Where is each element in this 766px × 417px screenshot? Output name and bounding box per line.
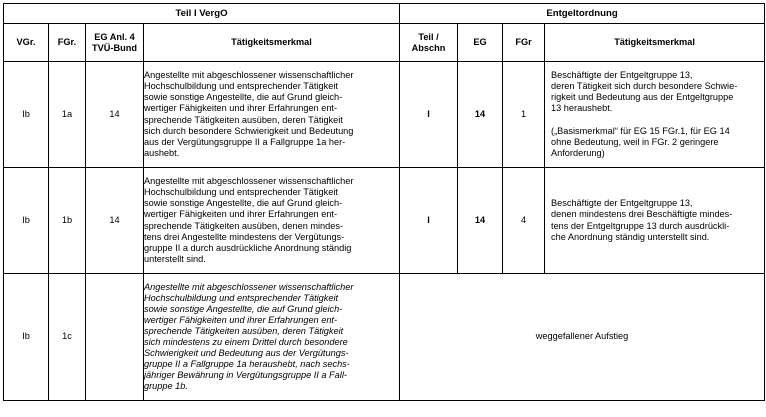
cell-eg-anl: 14 [86,168,144,274]
cell-vgr: Ib [4,274,49,401]
merkmal-left-text: Angestellte mit abgeschlossener wissenschaftlicher Hochschulbildung und entsprechender Tätigkeit sowie sonstige Angestellte, die auf Grund gleich- wertiger Fähigkeiten und ihrer Erfahrungen ent- sprechende Tätigkeiten ausüben, denen mindes- tens drei Angestellte mindestens der Vergütungs- gruppe II a durch ausdrückliche Anordnung ständig unterstellt sind. [144,176,354,264]
group-header-row [4,4,765,24]
col-header-teil-abschn [400,24,458,62]
group-header-vergo: Teil I VergO [4,4,400,24]
cell-fgr: 1a [49,62,86,168]
cell-vgr: Ib [4,62,49,168]
cell-merkmal-left [144,168,400,274]
cell-merkmal-right [545,62,765,168]
col-header-fgr: FGr. [49,24,86,62]
table-row [4,62,765,168]
merkmal-right-note: („Basismerkmal“ für EG 15 FGr.1, für EG 14 ohne Bedeutung, weil in FGr. 2 geringere Anforderung) [551,125,730,158]
col-header-vgr: VGr. [4,24,49,62]
merkmal-right-text: Beschäftigte der Entgeltgruppe 13, denen mindestens drei Beschäftigte mindes- tens der Entgeltgruppe 13 durch ausdrückli- che Anordnung ständig unterstellt sind. [551,198,733,242]
table-row [4,168,765,274]
cell-eg-anl: 14 [86,62,144,168]
cell-merkmal-left [144,274,400,401]
cell-eg-anl [86,274,144,401]
col-header-taetigkeit-left: Tätigkeitsmerkmal [144,24,400,62]
col-header-eg-anl-text: EG Anl. 4 TVÜ-Bund [92,31,137,53]
cell-weggefallen-note: weggefallener Aufstieg [400,274,765,401]
cell-teil-abschn: I [400,168,458,274]
table-row [4,274,765,401]
col-header-eg-anl [86,24,144,62]
cell-fgr: 1b [49,168,86,274]
cell-vgr: Ib [4,168,49,274]
cell-merkmal-left [144,62,400,168]
cell-eg: 14 [458,168,503,274]
cell-fgr-right: 4 [503,168,545,274]
cell-eg: 14 [458,62,503,168]
group-header-entgeltordnung: Entgeltordnung [400,4,765,24]
col-header-fgr-right: FGr [503,24,545,62]
cell-teil-abschn: I [400,62,458,168]
merkmal-left-text: Angestellte mit abgeschlossener wissenschaftlicher Hochschulbildung und entsprechender Tätigkeit sowie sonstige Angestellte, die auf Grund gleich- wertiger Fähigkeiten und ihrer Erfahrungen ent- sprechende Tätigkeiten ausüben, deren Tätigkeit sich durch besondere Schwierigkeit und Bedeutung aus der Vergütungsgruppe II a Fallgruppe 1a her- aushebt. [144,70,354,158]
vergo-entgeltordnung-table [3,3,765,401]
merkmal-right-text: Beschäftigte der Entgeltgruppe 13, deren Tätigkeit sich durch besondere Schwie- rigkeit und Bedeutung aus der Entgeltgruppe 13 heraushebt. [551,70,738,114]
cell-fgr: 1c [49,274,86,401]
col-header-taetigkeit-right: Tätigkeitsmerkmal [545,24,765,62]
col-header-eg: EG [458,24,503,62]
cell-merkmal-right [545,168,765,274]
col-header-teil-abschn-text: Teil / Abschn [411,31,446,53]
column-header-row [4,24,765,62]
merkmal-left-text: Angestellte mit abgeschlossener wissenschaftlicher Hochschulbildung und entsprechender Tätigkeit sowie sonstige Angestellte, die auf Grund gleich- wertiger Fähigkeiten und ihrer Erfahrungen ent- sprechende Tätigkeiten ausüben, deren Tätigkeit sich mindestens zu einem Drittel durch besondere Schwierigkeit und Bedeutung aus der Vergütungs- gruppe II a Fallgruppe 1a heraushebt, nach sechs- jähriger Bewährung in Vergütungsgruppe II a Fall- gruppe 1b. [144,281,354,392]
cell-fgr-right: 1 [503,62,545,168]
